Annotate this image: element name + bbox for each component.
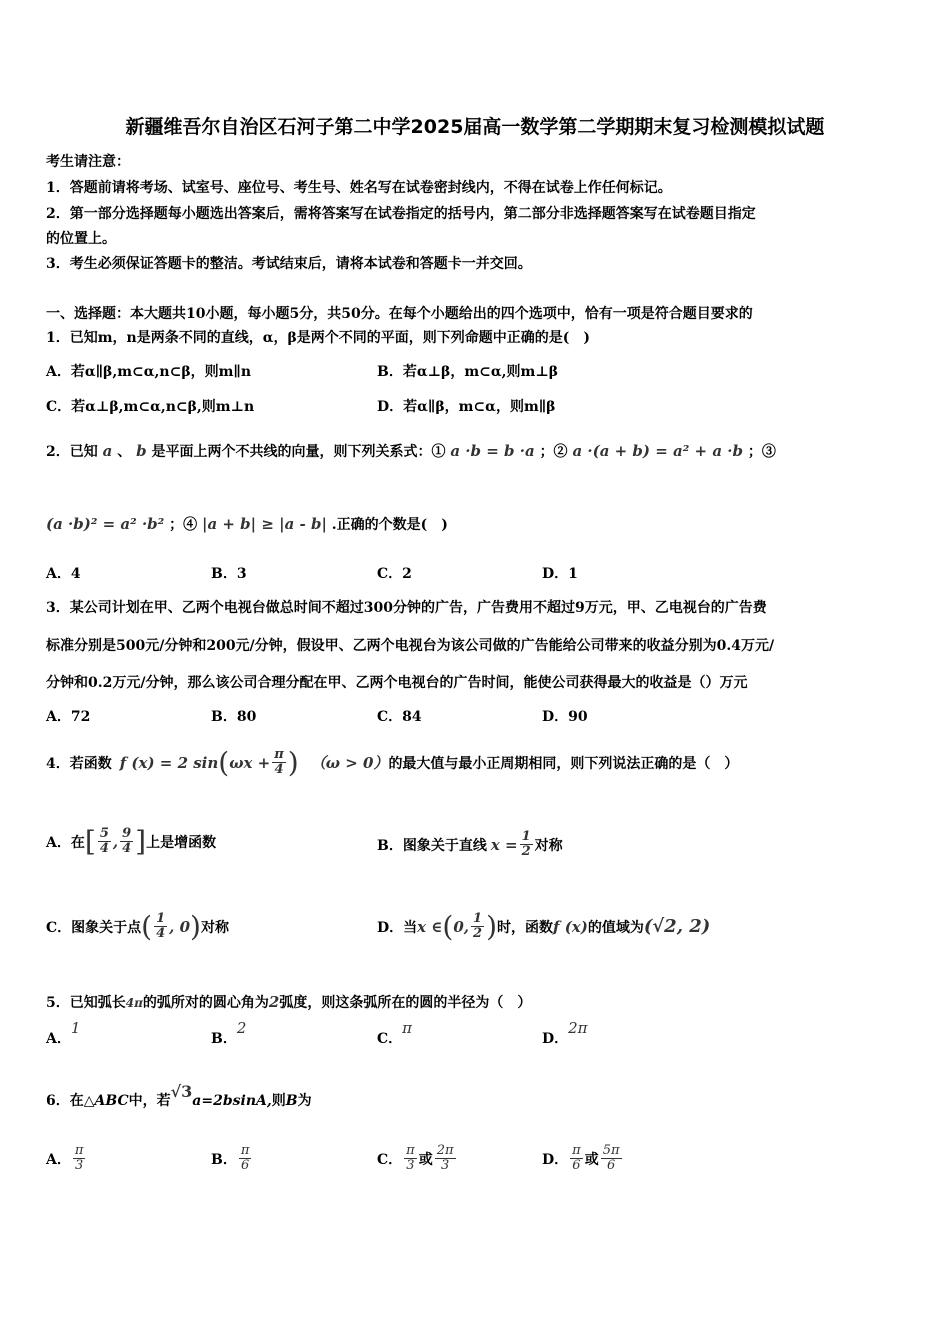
q4-a-d2: 4 [122,841,132,856]
paren-open-icon: ( [141,910,153,943]
q2-sep-4: ；④ [169,517,198,533]
q4-a-n1: 5 [99,825,109,841]
q2-option-d: D．1 [542,566,578,582]
notice-item: 3．考生必须保证答题卡的整洁。考试结束后，请将本试卷和答题卡一并交回。 [46,256,532,272]
q6-option-a [46,1144,87,1174]
q4-a-suffix: 上是增函数 [146,834,217,851]
q6-prefix: 6．在△ [46,1093,95,1109]
q6-a-frac [73,1144,86,1174]
q3-option-b: B．80 [211,709,257,725]
question-2-stem [46,441,776,461]
bracket-close-icon: ] [135,825,147,858]
section-heading: 一、选择题：本大题共10小题，每小题5分，共50分。在每个小题给出的四个选项中，恰有一项是符合题目要求的 [46,306,753,322]
q5-a-value: 1 [70,1019,81,1037]
q4-tail: 的最大值与最小正周期相同，则下列说法正确的是（ ） [388,755,739,772]
q5-mid: 的弧所对的圆心角为 [142,995,269,1011]
comma-icon: , [112,832,119,851]
q4-pi-over-4 [272,748,286,778]
q2-prefix: 2．已知 [46,444,98,460]
q4-d-suffix: 的值域为 [587,919,644,936]
q5-c-value: π [402,1019,413,1037]
q4-d-n: 1 [473,910,483,926]
q4-c-zero: , 0 [169,917,191,936]
q6-a-label: A． [46,1151,71,1168]
q6-tail: 为 [297,1093,312,1109]
q6-b-frac [239,1144,252,1174]
q6-c-label: C． [377,1151,403,1168]
q6-b-n: π [240,1143,250,1158]
q5-c-label: C． [377,1031,403,1047]
bracket-open-icon: [ [84,825,96,858]
q6-d-d1: 6 [572,1158,581,1174]
question-3-line: 标准分别是500元/分钟和200元/分钟，假设甲、乙两个电视台为该公司做的广告能给公司带来的收益分别为0.4万元/ [46,638,775,654]
q4-c-suffix: 对称 [200,919,229,936]
q1-option-c: C．若α⊥β,m⊂α,n⊂β,则m⊥n [46,399,255,415]
q4-c-frac [154,912,167,942]
q6-c-d2: 3 [440,1158,450,1174]
q4-option-c [46,910,229,943]
q6-a-n: π [74,1143,84,1158]
q4-d-function: f (x) [553,917,588,936]
q4-d-mid: 时，函数 [497,919,554,936]
q5-a-label: A． [46,1031,71,1047]
q4-d-zero: 0, [453,917,470,936]
q6-d-n1: π [572,1143,581,1158]
q6-angle-b: B [285,1093,298,1109]
paren-open-icon: ( [442,910,454,943]
q6-d-label: D． [542,1151,569,1168]
q5-d-value: 2π [568,1019,588,1037]
q4-b-frac [520,830,533,860]
q4-d-frac [471,912,484,942]
q4-a-d1: 4 [99,841,109,856]
q6-triangle: ABC [94,1093,129,1109]
q6-then: 则 [271,1093,286,1109]
q4-c-n: 1 [156,910,166,926]
q4-argument: ωx + [229,753,271,772]
q6-expression: a=2bsinA, [192,1093,272,1109]
q4-prefix: 4．若函数 [46,755,112,772]
q4-four: 4 [274,762,284,777]
q5-angle: 2 [268,993,280,1011]
question-1-stem: 1．已知m，n是两条不同的直线，α，β是两个不同的平面，则下列命题中正确的是( ) [46,330,591,346]
q2-option-a: A．4 [46,566,81,582]
q2-relation-3: (a ·b)² = a² ·b² [46,515,165,533]
q6-a-d: 3 [75,1158,84,1174]
q2-option-c: C．2 [377,566,412,582]
q6-mid: 中，若 [128,1093,171,1109]
q6-c-frac-1 [404,1144,417,1174]
q3-option-c: C．84 [377,709,422,725]
page-title: 新疆维吾尔自治区石河子第二中学2025届高一数学第二学期期末复习检测模拟试题 [125,116,825,138]
q6-c-n1: π [406,1143,415,1158]
q6-c-d1: 3 [406,1158,415,1174]
q2-vector-a: a [102,442,113,460]
q5-b-value: 2 [236,1019,247,1037]
q4-a-frac-2 [120,827,133,857]
q6-d-frac-2 [601,1144,622,1174]
q4-condition: （ω > 0） [310,754,389,772]
q6-option-b [211,1144,253,1174]
q2-sep-3: ；③ [747,444,776,460]
q5-tail: 弧度，则这条弧所在的圆的半径为（ ） [279,995,532,1011]
q4-d-prefix: D．当 [377,919,418,936]
q4-b-d: 2 [521,844,531,860]
q4-b-suffix: 对称 [534,837,563,854]
q4-pi: π [274,746,284,762]
q2-option-b: B．3 [211,566,247,582]
notice-item: 1．答题前请将考场、试室号、座位号、考生号、姓名写在试卷密封线内，不得在试卷上作任何标记。 [46,180,672,196]
q2-relation-4: |a + b| ≥ |a - b| [201,515,327,533]
q4-function: f (x) = 2 sin [119,753,219,772]
q4-d-d: 2 [473,926,483,941]
question-2-stem-cont [46,514,448,534]
q4-a-frac-1 [98,827,111,857]
q2-relation-1: a ·b = b ·a [450,442,535,460]
q4-option-b [377,830,563,860]
paren-close-icon: ) [486,910,498,943]
q3-option-a: A．72 [46,709,91,725]
q5-option-c [377,1019,413,1048]
question-5-stem [46,992,531,1012]
q6-b-d: 6 [240,1158,250,1174]
q6-d-frac-1 [570,1144,583,1174]
q5-option-b [211,1019,247,1048]
q6-b-label: B． [211,1151,237,1168]
q6-d-n2: 5π [602,1143,620,1158]
q6-d-or: 或 [584,1151,599,1168]
q4-a-prefix: A．在 [46,834,85,851]
question-4-stem [46,746,738,779]
q5-option-a [46,1019,81,1048]
q1-option-d: D．若α∥β，m⊂α，则m∥β [377,399,556,415]
q5-d-label: D． [542,1031,569,1047]
q2-sep-2: ；② [539,444,568,460]
notice-item: 的位置上。 [46,231,116,247]
q6-c-n2: 2π [436,1143,454,1158]
q4-a-n2: 9 [122,825,132,841]
q4-option-a [46,825,216,858]
q4-paren-open-icon: ( [218,746,230,779]
q4-d-x: x ∈ [417,917,443,936]
q5-prefix: 5．已知弧长 [46,995,126,1011]
q4-b-x: x = [490,835,518,854]
q2-vector-b: b [136,442,147,460]
question-3-line: 分钟和0.2万元/分钟，那么该公司合理分配在甲、乙两个电视台的广告时间，能使公司获得最大的收益是（）万元 [46,675,748,691]
q4-b-prefix: B．图象关于直线 [377,837,487,854]
q5-arc-length: 4π [125,996,143,1010]
q6-c-or: 或 [418,1151,433,1168]
q4-c-prefix: C．图象关于点 [46,919,142,936]
q6-d-d2: 6 [606,1158,616,1174]
q6-c-frac-2 [435,1144,456,1174]
q1-option-b: B．若α⊥β，m⊂α,则m⊥β [377,364,559,380]
q4-b-n: 1 [521,829,531,844]
notice-item: 2．第一部分选择题每小题选出答案后，需将答案写在试卷指定的括号内，第二部分非选择题答案写在试卷题目指定 [46,206,756,222]
q5-b-label: B． [211,1031,237,1047]
q1-option-a: A．若α∥β,m⊂α,n⊂β，则m∥n [46,364,252,380]
q2-mid: 是平面上两个不共线的向量，则下列关系式：① [151,444,446,460]
paren-close-icon: ) [190,910,201,943]
question-6-stem [46,1082,312,1110]
q2-tail: .正确的个数是( ) [331,517,448,533]
q4-d-range: (√2, 2) [643,916,711,937]
notice-heading: 考生请注意： [46,154,130,170]
q2-relation-2: a ·(a + b) = a² + a ·b [572,442,743,460]
q6-option-c [377,1144,458,1174]
q2-separator: 、 [117,444,132,460]
q4-option-d [377,910,710,943]
q4-paren-close-icon: ) [287,746,299,779]
q6-option-d [542,1144,624,1174]
q4-c-d: 4 [156,926,166,941]
question-3-line: 3．某公司计划在甲、乙两个电视台做总时间不超过300分钟的广告，广告费用不超过9万元，甲、乙电视台的广告费 [46,600,767,616]
q6-sqrt: √3 [170,1082,193,1101]
q5-option-d [542,1019,588,1048]
q3-option-d: D．90 [542,709,588,725]
